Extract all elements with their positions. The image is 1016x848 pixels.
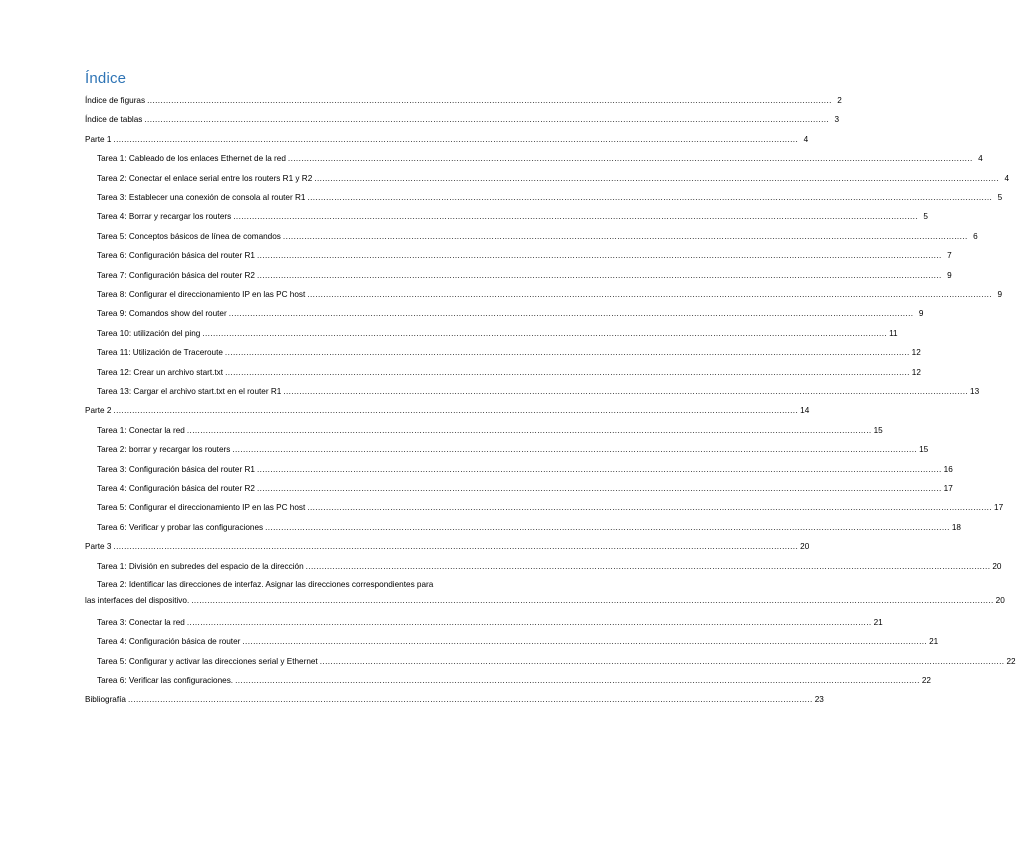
toc-entry-label: Tarea 13: Cargar el archivo start.txt en el router R1 <box>97 387 282 396</box>
toc-entry[interactable] <box>97 558 1002 572</box>
leader-dots: ............................................................................................................................................................................................................................................................................................................ <box>191 596 994 605</box>
toc-entry[interactable] <box>97 422 883 436</box>
toc-page-number: 5 <box>923 212 928 222</box>
toc-entry-label: Tarea 2: Conectar el enlace serial entre los routers R1 y R2 <box>97 173 313 183</box>
toc-entry-label: Tarea 9: Comandos show del router <box>97 309 227 319</box>
toc-entry[interactable] <box>85 92 842 106</box>
toc-entry-label: Tarea 1: Cableado de los enlaces Ethernet de la red <box>97 154 286 164</box>
leader-dots <box>187 618 872 628</box>
toc-entry[interactable] <box>97 344 921 358</box>
toc-entry[interactable] <box>97 614 883 628</box>
toc-entry-label: Tarea 8: Configurar el direccionamiento IP en las PC host <box>97 290 306 299</box>
toc-page-number: 12 <box>911 348 921 358</box>
toc-page-number: 22 <box>1006 656 1016 666</box>
toc-entry[interactable] <box>97 247 952 261</box>
leader-dots <box>306 562 991 572</box>
leader-dots <box>113 135 798 145</box>
toc-entry-label: Tarea 5: Configurar y activar las direcciones serial y Ethernet <box>97 656 318 666</box>
leader-dots <box>283 387 968 397</box>
leader-dots <box>307 193 992 203</box>
toc-page-number: 15 <box>919 445 929 455</box>
toc-entry-label: Tarea 2: borrar y recargar los routers <box>97 445 231 455</box>
toc-page-number: 22 <box>921 676 931 685</box>
toc-entry-label: Tarea 4: Borrar y recargar los routers <box>97 212 232 222</box>
toc-entry[interactable] <box>97 364 921 378</box>
toc-page-number: 15 <box>873 425 883 435</box>
leader-dots <box>128 695 813 705</box>
toc-page-number: 13 <box>970 387 980 396</box>
toc-entry[interactable] <box>97 267 952 281</box>
toc-entry[interactable] <box>97 519 961 533</box>
toc-page-number: 21 <box>873 617 883 627</box>
toc-entry-label: Tarea 5: Conceptos básicos de línea de comandos <box>97 231 281 241</box>
toc-entry-label: Tarea 6: Verificar las configuraciones. <box>97 676 234 685</box>
toc-entry[interactable] <box>85 131 809 145</box>
leader-dots <box>242 637 927 647</box>
toc-entry[interactable] <box>85 538 810 552</box>
leader-dots <box>225 348 910 358</box>
toc-entry-label: Tarea 10: utilización del ping <box>97 328 201 338</box>
leader-dots <box>265 523 950 533</box>
toc-entry[interactable] <box>97 653 1016 667</box>
toc-page-number: 20 <box>800 542 810 552</box>
toc-page-number: 4 <box>1004 173 1009 183</box>
toc-page-number: 21 <box>929 637 939 647</box>
leader-dots <box>320 657 1005 667</box>
toc-entry[interactable] <box>97 499 1004 513</box>
toc-page-number: 20 <box>995 596 1005 605</box>
toc-page-number: 16 <box>943 464 953 474</box>
toc-entry[interactable] <box>97 305 924 319</box>
toc-entry[interactable] <box>85 579 1005 606</box>
toc-entry[interactable] <box>97 170 1009 184</box>
toc-entry-label: Índice de figuras <box>85 96 146 105</box>
toc-page-number: 5 <box>997 193 1003 202</box>
toc-title: Índice <box>85 70 127 87</box>
toc-entry-label-continued: las interfaces del dispositivo. <box>85 596 190 605</box>
toc-entry[interactable] <box>97 325 898 339</box>
toc-page-number: 20 <box>992 561 1002 571</box>
toc-entry-label: Tarea 3: Establecer una conexión de consola al router R1 <box>97 193 306 202</box>
leader-dots <box>147 96 832 106</box>
leader-dots <box>314 174 999 184</box>
toc-page-number: 4 <box>803 134 809 144</box>
leader-dots <box>235 676 920 686</box>
leader-dots <box>307 290 992 300</box>
toc-entry-label: Bibliografía <box>85 695 126 705</box>
leader-dots <box>113 542 798 552</box>
toc-entry-label: Parte 1 <box>85 134 112 144</box>
toc-entry-label: Tarea 3: Configuración básica del router R1 <box>97 464 255 474</box>
toc-entry-label: Parte 2 <box>85 406 112 416</box>
toc-entry[interactable] <box>97 633 939 647</box>
toc-entry-label: Parte 3 <box>85 542 112 552</box>
leader-dots <box>229 309 914 319</box>
toc-page-number: 23 <box>814 695 824 705</box>
toc-entry-label: Tarea 7: Configuración básica del router R2 <box>97 270 255 280</box>
leader-dots <box>307 503 992 513</box>
toc-page-number: 9 <box>918 309 924 319</box>
toc-page-number: 6 <box>973 231 978 241</box>
toc-entry[interactable] <box>85 111 840 125</box>
leader-dots <box>257 484 942 494</box>
toc-entry[interactable] <box>97 461 953 475</box>
toc-page-number: 9 <box>997 290 1003 299</box>
toc-entry-label: Tarea 1: Conectar la red <box>97 425 185 435</box>
toc-entry[interactable] <box>97 286 1003 300</box>
toc-entry[interactable] <box>97 208 928 222</box>
leader-dots <box>144 115 829 125</box>
toc-page-number: 7 <box>947 251 952 261</box>
toc-entry[interactable] <box>97 480 953 494</box>
toc-entry[interactable] <box>85 402 810 416</box>
toc-entry[interactable] <box>97 672 931 686</box>
toc-entry-label: Tarea 6: Configuración básica del router R1 <box>97 251 255 261</box>
toc-page-number: 18 <box>951 522 961 532</box>
toc-page-number: 17 <box>994 503 1004 513</box>
leader-dots <box>113 406 798 416</box>
leader-dots <box>288 154 973 164</box>
leader-dots <box>187 426 872 436</box>
toc-entry-label: Tarea 6: Verificar y probar las configuraciones <box>97 522 264 532</box>
toc-page-number: 12 <box>911 367 921 377</box>
toc-page-number: 9 <box>947 270 952 280</box>
toc-page-number: 2 <box>837 96 842 105</box>
toc-entry-label: Tarea 12: Crear un archivo start.txt <box>97 367 224 377</box>
toc-entry-label: Tarea 3: Conectar la red <box>97 617 185 627</box>
toc-entry[interactable] <box>97 441 929 455</box>
toc-page-number: 3 <box>834 115 840 125</box>
toc-entry[interactable] <box>97 383 980 397</box>
toc-entry-label: Tarea 1: División en subredes del espacio de la dirección <box>97 561 304 571</box>
toc-page-number: 17 <box>943 484 953 493</box>
leader-dots <box>257 251 942 261</box>
leader-dots <box>257 271 942 281</box>
toc-entry-label: Índice de tablas <box>85 115 143 125</box>
toc-page-number: 14 <box>800 406 810 416</box>
leader-dots <box>225 368 910 378</box>
leader-dots <box>233 212 918 222</box>
leader-dots <box>257 465 942 475</box>
toc-entry-label: Tarea 5: Configurar el direccionamiento IP en las PC host <box>97 503 306 513</box>
toc-entry-label: Tarea 4: Configuración básica de router <box>97 637 241 647</box>
toc-page-number: 4 <box>978 154 983 164</box>
toc-entry[interactable] <box>85 691 824 705</box>
leader-dots <box>202 329 887 339</box>
leader-dots <box>232 445 917 455</box>
toc-entry-label: Tarea 2: Identificar las direcciones de interfaz. Asignar las direcciones correspondientes para <box>97 580 434 589</box>
toc-entry-label: Tarea 11: Utilización de Traceroute <box>97 348 223 358</box>
toc-entry-label: Tarea 4: Configuración básica del router R2 <box>97 484 255 493</box>
toc-entry[interactable] <box>97 228 978 242</box>
toc-page-number: 11 <box>889 328 898 338</box>
toc-entry[interactable] <box>97 189 1003 203</box>
leader-dots <box>283 232 968 242</box>
toc-entry[interactable] <box>97 150 983 164</box>
